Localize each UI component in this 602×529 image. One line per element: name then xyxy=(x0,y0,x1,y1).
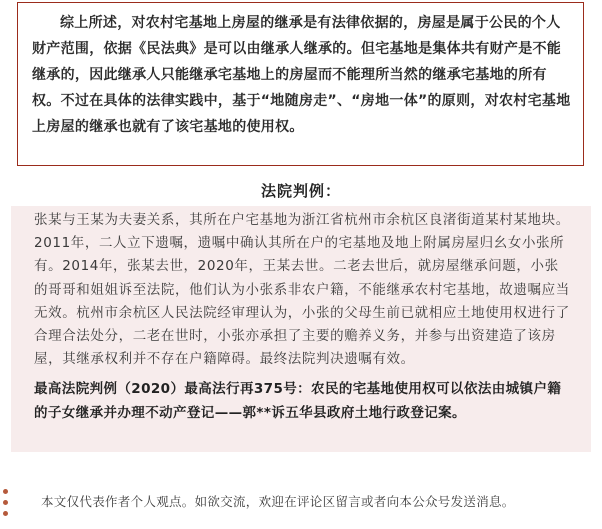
footer-note: 本文仅代表作者个人观点。如欲交流，欢迎在评论区留言或者向本公众号发送消息。 xyxy=(41,494,515,509)
dot-icon xyxy=(3,489,8,494)
summary-paragraph: 综上所述，对农村宅基地上房屋的继承是有法律依据的，房屋是属于公民的个人财产范围，依据《民法典》是可以由继承人继承的。但宅基地是集体共有财产是不能继承的，因此继承人只能继承宅基地上的房屋而不能理所当然的继承宅基地的所有权。不过在具体的法律实践中，基于“地随房走”、“房地一体”的原则，对农村宅基地上房屋的继承也就有了该宅基地的使用权。 xyxy=(32,15,571,135)
dot-icon xyxy=(3,500,8,505)
section-title: 法院判例： xyxy=(260,182,341,200)
supreme-court-ruling: 最高法院判例（2020）最高法行再375号：农民的宅基地使用权可以依法由城镇户籍的子女继承并办理不动产登记——郭**诉五华县政府土地行政登记案。 xyxy=(34,381,562,421)
case-description: 张某与王某为夫妻关系，其所在户宅基地为浙江省杭州市余杭区良渚街道某村某地块。2011年，二人立下遗嘱，遗嘱中确认其所在户的宅基地及地上附属房屋归幺女小张所有。2014年，张某去世，2020年，王某去世。二老去世后，就房屋继承问题，小张的哥哥和姐姐诉至法院，他们认为小张系非农户籍，不能继承农村宅基地，故遗嘱应当无效。杭州市余杭区人民法院经审理认为，小张的父母生前已就相应土地使用权进行了合理合法处分，二老在世时，小张亦承担了主要的赡养义务，并参与出资建造了该房屋，其继承权利并不存在户籍障碍。最终法院判决遗嘱有效。 xyxy=(34,212,570,368)
case-box xyxy=(11,206,591,452)
summary-box xyxy=(17,2,584,166)
dot-icon xyxy=(3,511,8,516)
footer-dots-decoration xyxy=(3,489,9,522)
